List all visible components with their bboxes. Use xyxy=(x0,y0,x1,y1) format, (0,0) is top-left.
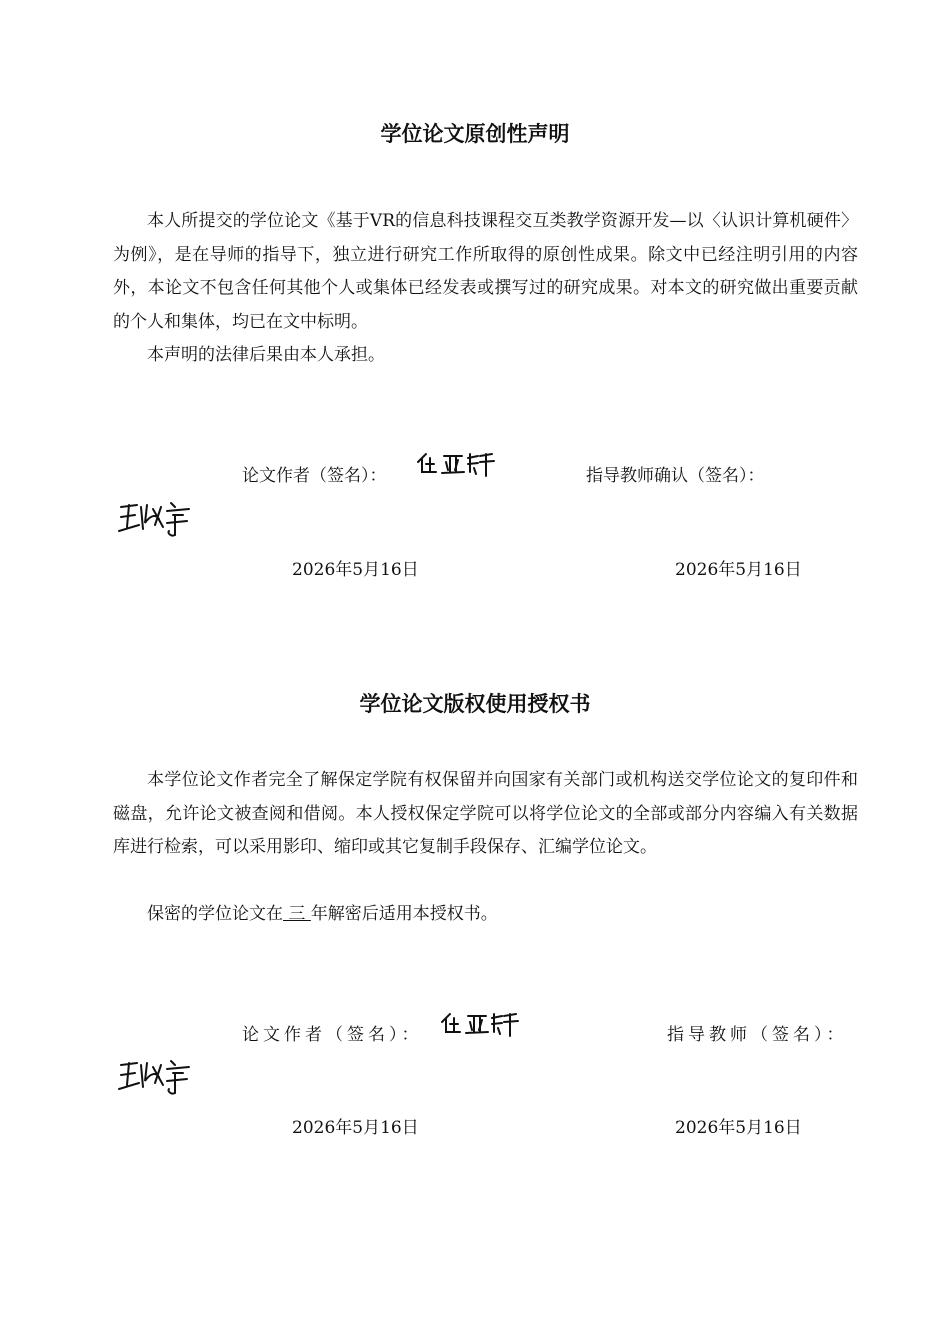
confidentiality-text-before: 保密的学位论文在 xyxy=(147,904,283,924)
advisor-sign-date: 2026年5月16日 xyxy=(675,560,802,580)
author-sign-date: 2026年5月16日 xyxy=(292,560,419,580)
author-signature-label-2: 论文作者（签名）： xyxy=(242,1025,423,1045)
confidentiality-text-after: 年解密后适用本授权书。 xyxy=(310,904,498,924)
author-handwritten-signature-2 xyxy=(438,1008,522,1040)
copyright-authorization-title: 学位论文版权使用授权书 xyxy=(359,692,591,716)
originality-statement-paragraph: 本人所提交的学位论文《基于VR的信息科技课程交互类教学资源开发—以〈认识计算机硬件〉为例》，是在导师的指导下，独立进行研究工作所取得的原创性成果。除文中已经注明引用的内容外，本论文不包含任何其他个人或集体已经发表或撰写过的研究成果。对本文的研究做出重要贡献的个人和集体，均已在文中标明。 xyxy=(113,211,858,332)
originality-title: 学位论文原创性声明 xyxy=(380,122,570,146)
advisor-sign-date-2: 2026年5月16日 xyxy=(675,1118,802,1138)
advisor-signature-label-2: 指导教师（签名）： xyxy=(667,1025,848,1045)
author-handwritten-signature xyxy=(414,448,498,480)
advisor-handwritten-signature-2 xyxy=(117,1055,197,1097)
advisor-handwritten-signature xyxy=(117,497,197,539)
advisor-confirm-signature-label: 指导教师确认（签名）： xyxy=(586,466,765,486)
author-sign-date-2: 2026年5月16日 xyxy=(292,1118,419,1138)
confidentiality-years: 三 xyxy=(283,904,311,924)
author-signature-label: 论文作者（签名）： xyxy=(242,466,387,486)
legal-consequence-paragraph: 本声明的法律后果由本人承担。 xyxy=(147,345,385,365)
copyright-authorization-paragraph: 本学位论文作者完全了解保定学院有权保留并向国家有关部门或机构送交学位论文的复印件和磁盘，允许论文被查阅和借阅。本人授权保定学院可以将学位论文的全部或部分内容编入有关数据库进行检索，可以采用影印、缩印或其它复制手段保存、汇编学位论文。 xyxy=(113,770,858,857)
confidentiality-paragraph xyxy=(113,898,858,932)
